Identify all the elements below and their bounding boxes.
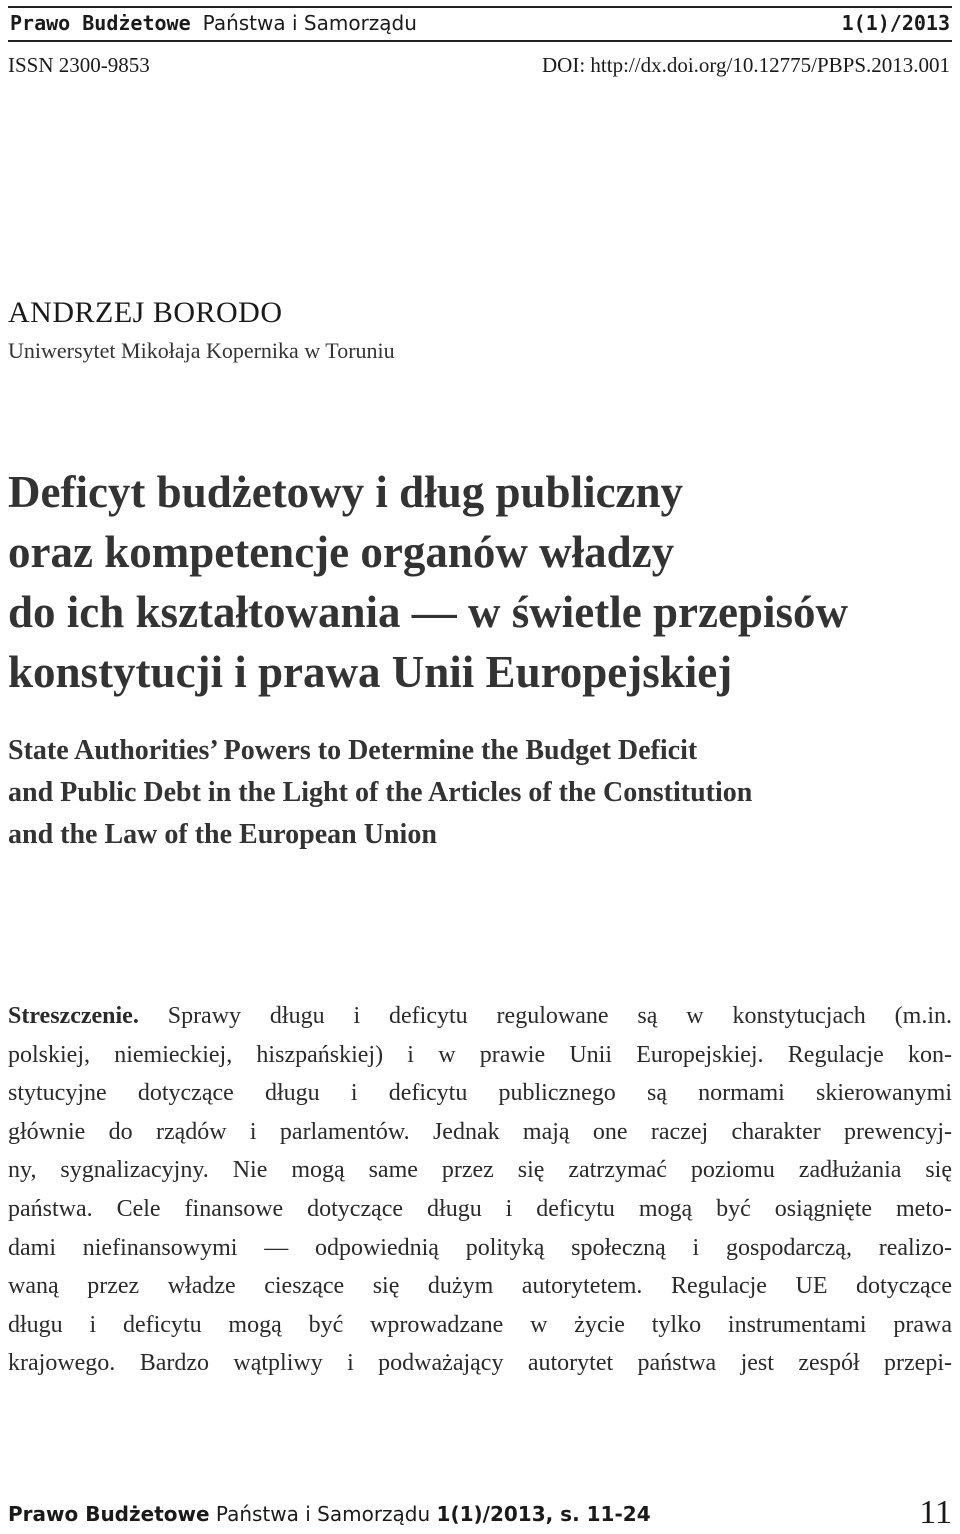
abstract-line: waną przez władze cieszące się dużym autorytetem. Regulacje UE dotyczące [8, 1273, 952, 1300]
title-pl-line: konstytucji i prawa Unii Europejskiej [8, 647, 733, 697]
abstract [8, 997, 952, 1383]
abstract-line: państwa. Cele finansowe dotyczące długu i deficytu mogą być osiągnięte meto- [8, 1195, 952, 1222]
title-en-line: and Public Debt in the Light of the Articles of the Constitution [8, 777, 753, 808]
article-title-english [8, 730, 938, 856]
journal-title-light: Państwa i Samorządu [202, 11, 417, 35]
abstract-line: stytucyjne dotyczące długu i deficytu publicznego są normami skierowanymi [8, 1080, 952, 1107]
doi-link[interactable]: DOI: http://dx.doi.org/10.12775/PBPS.2013.001 [542, 53, 950, 77]
footer-journal-bold: Prawo Budżetowe [8, 1502, 210, 1526]
abstract-line-text: Sprawy długu i deficytu regulowane są w konstytucjach (m.in. [167, 1003, 952, 1029]
abstract-line: dami niefinansowymi — odpowiednią polityką społeczną i gospodarczą, realizo- [8, 1234, 952, 1261]
footer-issue-pages: 1(1)/2013, s. 11-24 [436, 1502, 651, 1526]
abstract-line [8, 997, 952, 1036]
abstract-line: długu i deficytu mogą być wprowadzane w życie tylko instrumentami prawa [8, 1311, 952, 1338]
footer-citation [8, 1502, 651, 1526]
title-pl-line: Deficyt budżetowy i dług publiczny [8, 467, 684, 517]
title-pl-line: do ich kształtowania — w świetle przepisów [8, 587, 848, 637]
footer-journal-light: Państwa i Samorządu [215, 1502, 431, 1526]
title-en-line: State Authorities’ Powers to Determine the Budget Deficit [8, 735, 698, 766]
page-number: 11 [919, 1494, 952, 1531]
issn: ISSN 2300-9853 [8, 53, 150, 77]
abstract-label: Streszczenie. [8, 1003, 139, 1029]
title-pl-line: oraz kompetencje organów władzy [8, 527, 675, 577]
journal-title-bold: Prawo Budżetowe [10, 11, 191, 35]
running-header [8, 6, 952, 42]
author-affiliation: Uniwersytet Mikołaja Kopernika w Toruniu [8, 338, 395, 363]
abstract-line: krajowego. Bardzo wątpliwy i podważający autorytet państwa jest zespół przepi- [8, 1350, 952, 1377]
abstract-line: ny, sygnalizacyjny. Nie mogą same przez się zatrzymać poziomu zadłużania się [8, 1157, 952, 1184]
issue-number: 1(1)/2013 [841, 11, 950, 35]
running-footer [8, 1494, 952, 1531]
abstract-line: polskiej, niemieckiej, hiszpańskiej) i w prawie Unii Europejskiej. Regulacje kon- [8, 1041, 952, 1068]
author-name: ANDRZEJ BORODO [8, 296, 283, 329]
abstract-line: głównie do rządów i parlamentów. Jednak mają one raczej charakter prewencyj- [8, 1118, 952, 1145]
article-title-polish [8, 462, 938, 702]
journal-title [10, 11, 417, 35]
title-en-line: and the Law of the European Union [8, 819, 437, 850]
